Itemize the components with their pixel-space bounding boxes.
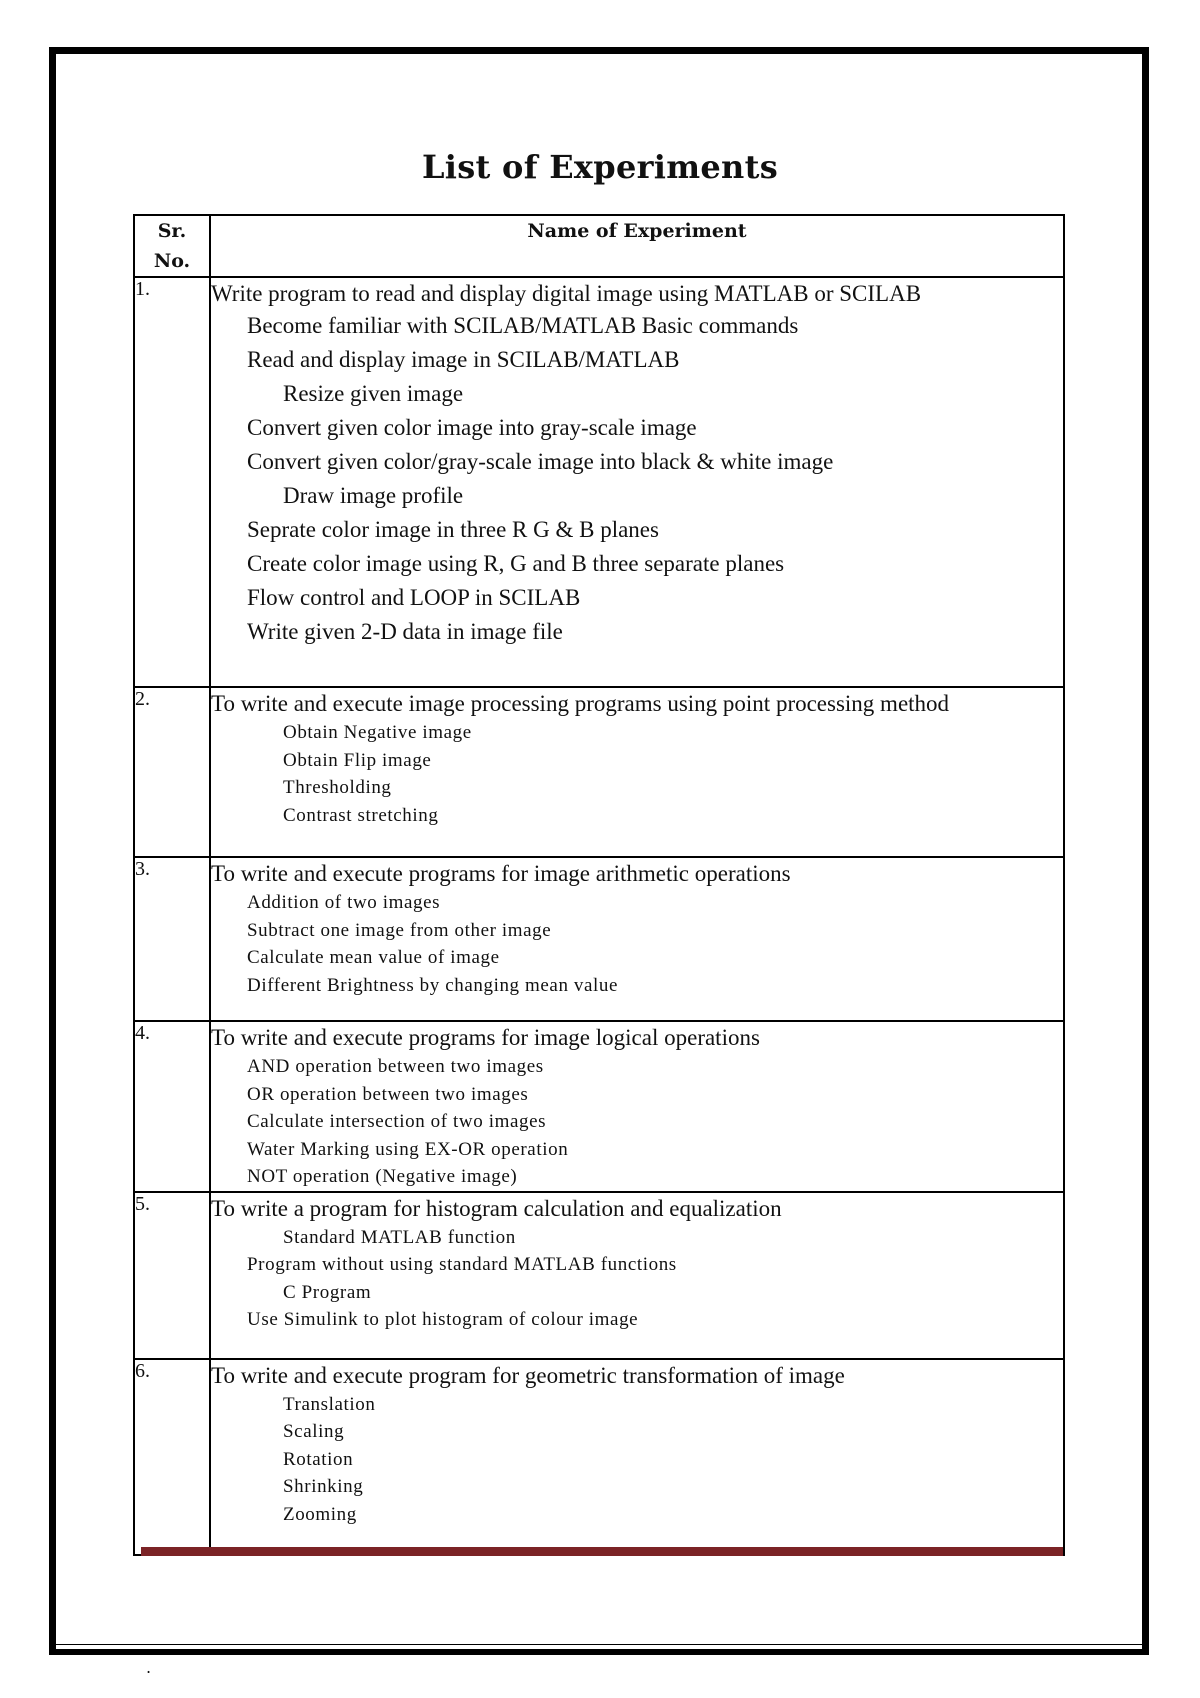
experiment-row (134, 857, 1064, 1021)
experiment-subitem: Subtract one image from other image (247, 919, 552, 941)
experiment-subitem: OR operation between two images (247, 1083, 529, 1105)
table-header-row (134, 215, 1064, 277)
header-sr-line2: No. (153, 250, 191, 272)
experiment-content (210, 687, 1064, 857)
experiment-subitem: Flow control and LOOP in SCILAB (247, 585, 581, 610)
experiment-subitem: Use Simulink to plot histogram of colour image (247, 1309, 639, 1330)
footer-mark: . (146, 1658, 152, 1677)
experiment-subitem: Calculate intersection of two images (247, 1111, 547, 1132)
experiment-subitem: Translation (283, 1393, 376, 1415)
experiment-content (210, 1359, 1064, 1555)
experiment-subitem: Obtain Negative image (283, 722, 472, 743)
experiment-subitem: Calculate mean value of image (247, 947, 500, 968)
experiment-content (210, 857, 1064, 1021)
experiment-subitem: Different Brightness by changing mean value (247, 974, 619, 996)
page-title: List of Experiments (421, 148, 779, 186)
experiment-subitem: Convert given color/gray-scale image into black & white image (247, 449, 834, 474)
experiment-subitem: Become familiar with SCILAB/MATLAB Basic commands (247, 313, 799, 338)
experiment-title: To write and execute programs for image logical operations (211, 1025, 760, 1050)
experiment-content (210, 1192, 1064, 1359)
experiment-row (134, 1021, 1064, 1192)
experiment-content (210, 277, 1064, 687)
experiment-subitem: Obtain Flip image (283, 749, 432, 771)
experiment-subitem: Water Marking using EX-OR operation (247, 1138, 569, 1160)
experiment-subitem: Resize given image (283, 381, 464, 406)
experiment-content (210, 1021, 1064, 1192)
experiment-subitem: Addition of two images (247, 892, 441, 913)
experiment-subitem: Create color image using R, G and B three separate planes (247, 551, 785, 576)
experiment-subitem: Shrinking (283, 1476, 364, 1497)
experiment-subitem: AND operation between two images (247, 1056, 544, 1077)
experiment-subitem: Zooming (283, 1503, 357, 1525)
experiment-number: 6. (134, 1359, 210, 1555)
experiment-subitem: NOT operation (Negative image) (247, 1166, 518, 1187)
experiment-subitem: Read and display image in SCILAB/MATLAB (247, 347, 680, 372)
experiment-subitem: Convert given color image into gray-scale image (247, 415, 697, 440)
experiment-subitem: Standard MATLAB function (283, 1226, 516, 1248)
experiment-subitem: Rotation (283, 1448, 354, 1470)
experiment-row (134, 1192, 1064, 1359)
experiment-number: 1. (134, 277, 210, 687)
experiment-number: 3. (134, 857, 210, 1021)
experiment-row (134, 687, 1064, 857)
experiment-subitem: Scaling (283, 1421, 345, 1442)
experiment-number: 2. (134, 687, 210, 857)
experiment-subitem: C Program (283, 1281, 372, 1303)
experiment-number: 4. (134, 1021, 210, 1192)
experiment-title: To write a program for histogram calculation and equalization (211, 1195, 782, 1221)
header-name-of-experiment: Name of Experiment (210, 215, 1064, 277)
experiment-row (134, 277, 1064, 687)
experiment-subitem: Thresholding (283, 777, 392, 798)
header-sr-no (134, 215, 210, 277)
experiment-subitem: Draw image profile (283, 483, 464, 508)
experiment-subitem: Seprate color image in three R G & B planes (247, 517, 659, 542)
experiment-subitem: Program without using standard MATLAB functions (247, 1254, 677, 1275)
experiment-row (134, 1359, 1064, 1555)
experiment-title: To write and execute program for geometric transformation of image (211, 1362, 845, 1388)
experiment-title: To write and execute image processing programs using point processing method (211, 691, 950, 716)
footer-rule (141, 1547, 1063, 1556)
experiment-title: To write and execute programs for image arithmetic operations (211, 861, 791, 886)
experiment-subitem: Contrast stretching (283, 804, 439, 826)
experiment-title: Write program to read and display digital image using MATLAB or SCILAB (211, 281, 922, 306)
experiment-subitem: Write given 2-D data in image file (247, 619, 563, 644)
header-sr-line1: Sr. (157, 220, 187, 242)
experiment-number: 5. (134, 1192, 210, 1359)
experiments-table (133, 214, 1065, 1556)
